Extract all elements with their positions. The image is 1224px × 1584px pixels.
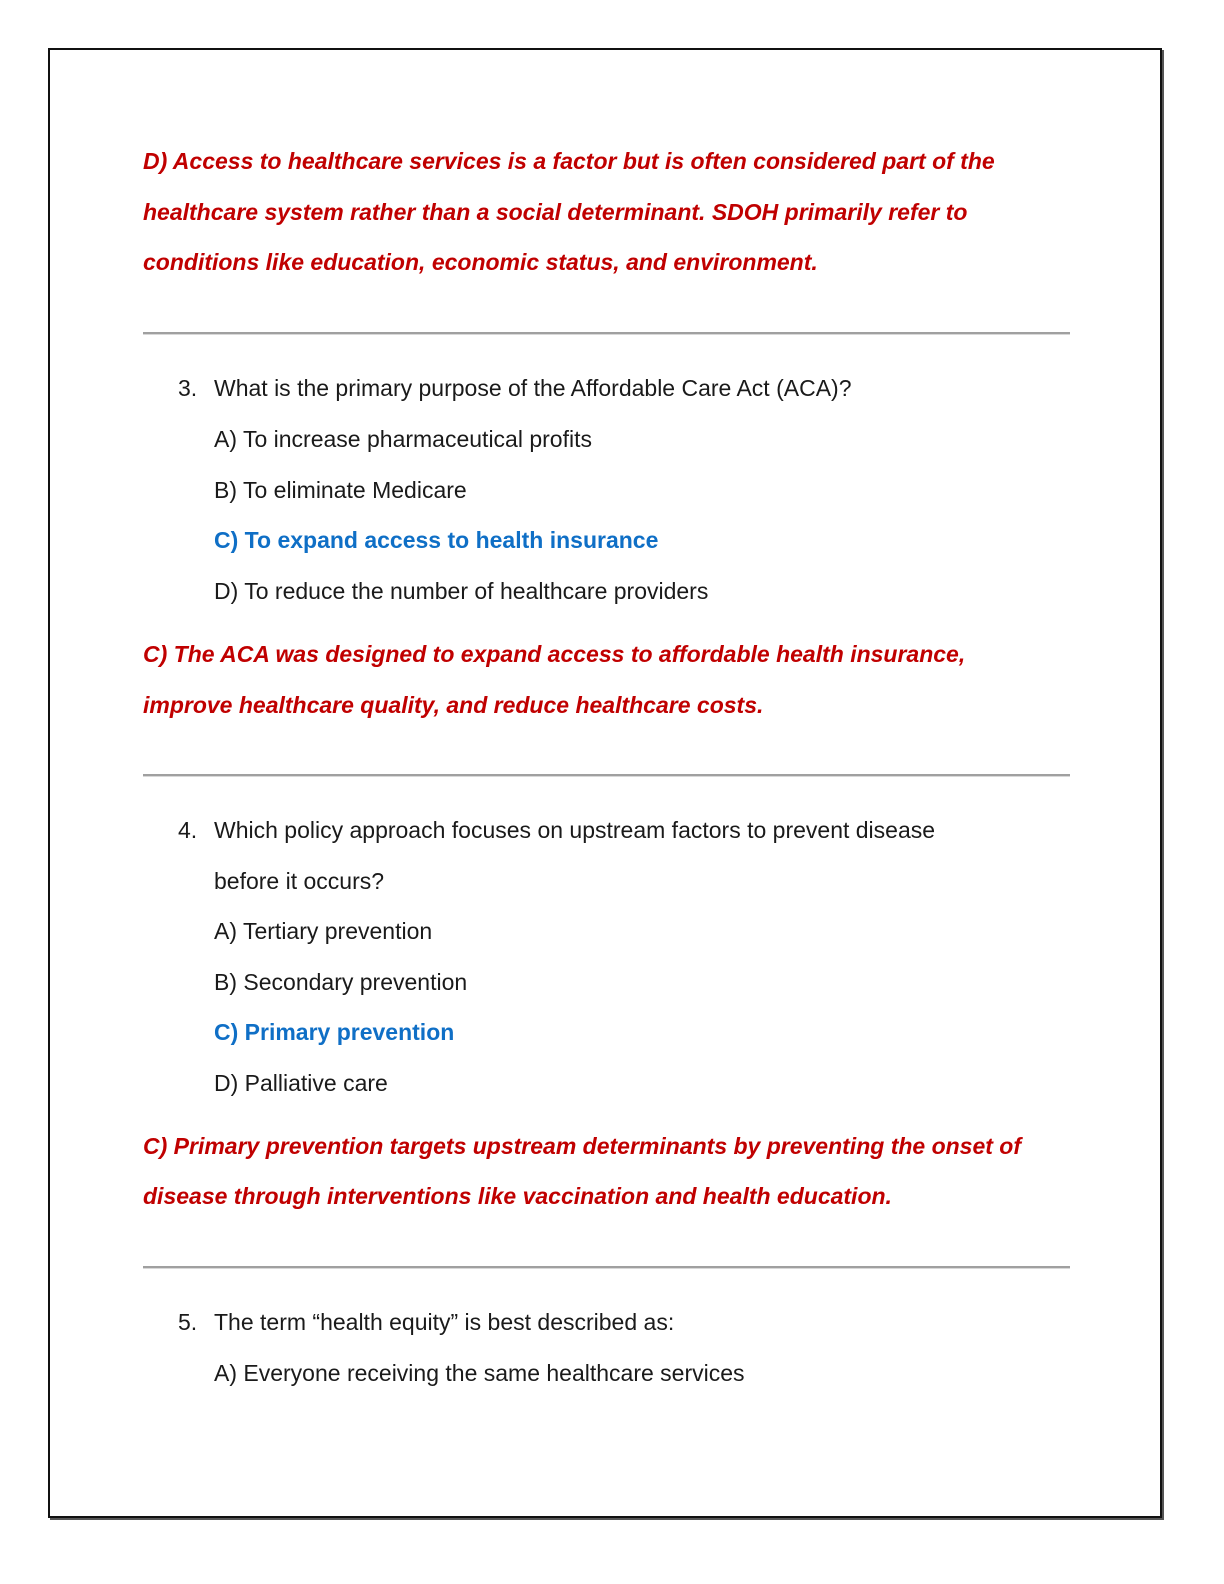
explanation-line: conditions like education, economic status, and environment. (143, 249, 818, 275)
option-b: B) Secondary prevention (214, 969, 468, 995)
separator (143, 332, 1070, 334)
explanation-line: disease through interventions like vaccination and health education. (143, 1183, 892, 1209)
question-number: 4. (178, 817, 198, 843)
option-a: A) Everyone receiving the same healthcare services (214, 1360, 745, 1386)
question-3 (178, 373, 852, 403)
question-text: The term “health equity” is best described as: (214, 1309, 675, 1335)
question-text: Which policy approach focuses on upstream factors to prevent disease (214, 817, 936, 843)
option-a: A) To increase pharmaceutical profits (214, 426, 592, 452)
option-c-correct: C) Primary prevention (214, 1019, 455, 1045)
question-4 (178, 815, 935, 845)
option-a: A) Tertiary prevention (214, 918, 433, 944)
question-text-continued: before it occurs? (214, 868, 385, 894)
explanation-line: C) Primary prevention targets upstream determinants by preventing the onset of (143, 1133, 1022, 1159)
question-5 (178, 1307, 674, 1337)
option-c-correct: C) To expand access to health insurance (214, 527, 659, 553)
question-number: 3. (178, 375, 198, 401)
option-b: B) To eliminate Medicare (214, 477, 467, 503)
explanation-line: improve healthcare quality, and reduce healthcare costs. (143, 692, 764, 718)
explanation-line: D) Access to healthcare services is a factor but is often considered part of the (143, 148, 995, 174)
option-d: D) Palliative care (214, 1070, 388, 1096)
explanation-line: C) The ACA was designed to expand access to affordable health insurance, (143, 641, 966, 667)
option-d: D) To reduce the number of healthcare providers (214, 578, 709, 604)
separator (143, 774, 1070, 776)
separator (143, 1266, 1070, 1268)
question-text: What is the primary purpose of the Affordable Care Act (ACA)? (214, 375, 852, 401)
question-number: 5. (178, 1309, 198, 1335)
explanation-line: healthcare system rather than a social determinant. SDOH primarily refer to (143, 199, 968, 225)
